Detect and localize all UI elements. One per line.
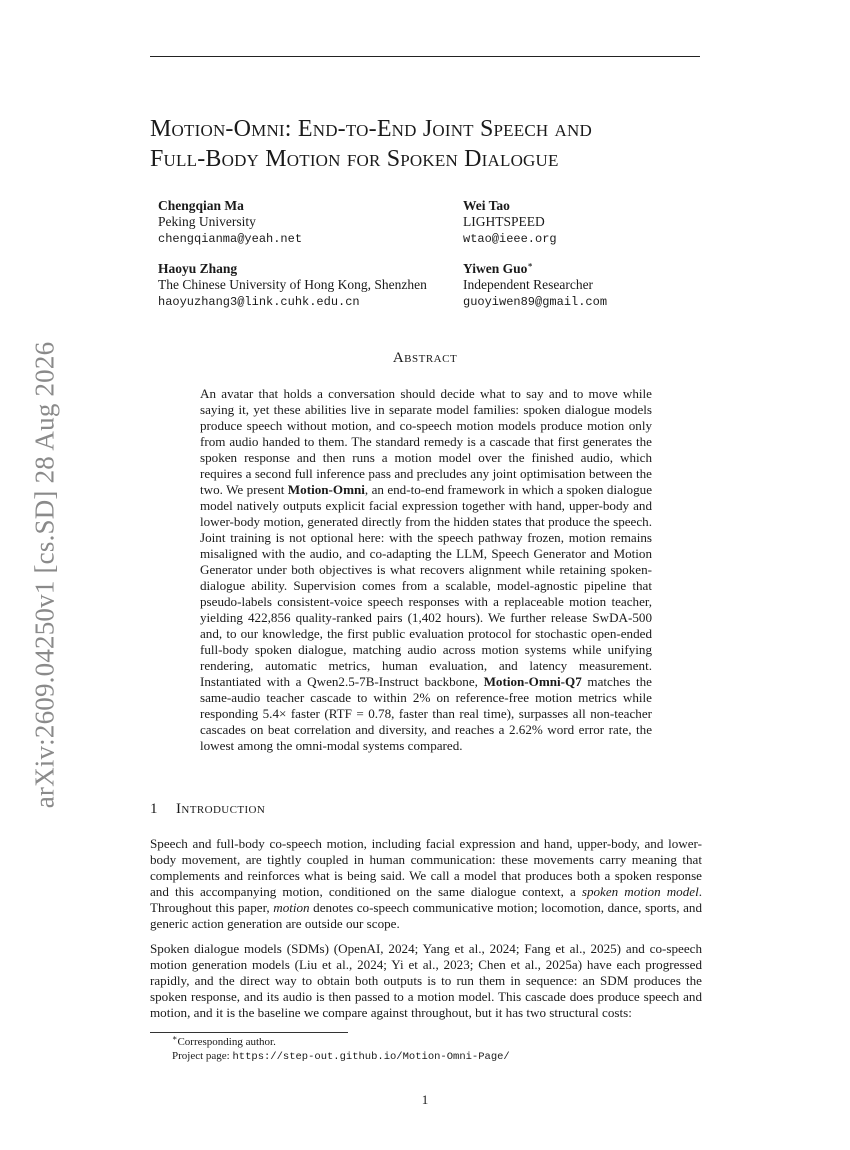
section-heading	[150, 801, 265, 818]
author-email[interactable]: wtao@ieee.org	[463, 232, 557, 246]
corresponding-mark[interactable]: ∗	[527, 260, 533, 270]
author-name: Chengqian Ma	[158, 198, 244, 213]
method-name: Motion-Omni	[287, 482, 365, 497]
author-name: Yiwen Guo∗	[463, 260, 533, 276]
footnote-corresponding: ∗Corresponding author.	[172, 1033, 276, 1048]
author-name: Haoyu Zhang	[158, 261, 238, 276]
abstract-text: An avatar that holds a conversation should decide what to say and to move while saying it, yet these abilities live in separate model families: spoken dialogue models produce speech without motion, and co-speech motion models produce motion only from audio handed to them. The standard remedy is a cascade that first generates the spoken response and then runs a motion model over the finished audio, which requires a second full inference pass and precludes any joint optimisation between the two. We present Motion-Omni, an end-to-end framework in which a spoken dialogue model natively outputs explicit facial expression together with hand, upper-body and lower-body motion, generated directly from the hidden states that produce the speech. Joint training is not optional here: with the speech pathway frozen, motion remains misaligned with the audio, and co-adapting the LLM, Speech Generator and Motion Generator under both objectives is what recovers alignment while retaining spoken-dialogue ability. Supervision comes from a scalable, model-agnostic pipeline that pseudo-labels consistent-voice speech responses with a replaceable motion teacher, yielding 422,856 quality-ranked pairs (1,402 hours). We further release SwDA-500 and, to our knowledge, the first public evaluation protocol for stochastic open-ended full-body spoken dialogue, matching audio across motion systems while unifying rendering, automatic metrics, human evaluation, and latency measurement. Instantiated with a Qwen2.5-7B-Instruct backbone, Motion-Omni-Q7 matches the same-audio teacher cascade to within 2% on reference-free motion metrics while responding 5.4× faster (RTF = 0.78, faster than real time), surpasses all non-teacher cascades on beat correlation and diversity, and reaches a 2.62% word error rate, the lowest among the omni-modal systems compared.	[200, 386, 653, 753]
author-block	[463, 198, 557, 247]
emphasis: spoken motion model	[581, 884, 699, 899]
author-block	[158, 198, 302, 247]
emphasis: motion	[273, 900, 310, 915]
author-email[interactable]: chengqianma@yeah.net	[158, 232, 303, 246]
footnote-project: Project page: https://step-out.github.io/Motion-Omni-Page/	[172, 1050, 510, 1063]
author-name: Wei Tao	[463, 198, 510, 213]
title-line-1: Motion-Omni: End-to-End Joint Speech and	[150, 116, 592, 142]
author-email[interactable]: haoyuzhang3@link.cuhk.edu.cn	[158, 295, 360, 309]
author-email[interactable]: guoyiwen89@gmail.com	[463, 295, 608, 309]
arxiv-id[interactable]: arXiv:2609.04250v1 [cs.SD] 28 Aug 2026	[29, 341, 60, 809]
abstract-heading: Abstract	[392, 350, 458, 366]
page-number: 1	[421, 1092, 429, 1107]
author-affiliation: LIGHTSPEED	[463, 214, 545, 229]
author-affiliation: The Chinese University of Hong Kong, Shenzhen	[158, 277, 427, 292]
author-affiliation: Peking University	[158, 214, 256, 229]
paper-title	[150, 114, 720, 174]
author-block	[158, 261, 427, 310]
intro-paragraph-2: Spoken dialogue models (SDMs) (OpenAI, 2024; Yang et al., 2024; Fang et al., 2025) and co-speech motion generation models (Liu et al., 2024; Yi et al., 2023; Chen et al., 2025a) have each progressed rapidly, and the direct way to obtain both outputs is to run them in sequence: an SDM produces the spoken response, and its audio is then passed to a motion model. This cascade does produce speech and motion, and it is the baseline we compare against throughout, but it has two structural costs:	[150, 941, 702, 1020]
title-line-2: Full-Body Motion for Spoken Dialogue	[150, 146, 559, 172]
footnote-rule	[150, 1032, 348, 1033]
author-block	[463, 261, 607, 310]
intro-paragraph-1: Speech and full-body co-speech motion, including facial expression and hand, upper-body, and lower-body movement, are tightly coupled in human communication: these movements carry meaning that complements and reinforces what is being said. We call a model that produces both a spoken response and this accompanying motion, conditioned on the same dialogue context, a spoken motion model. Throughout this paper, motion denotes co-speech communicative motion; locomotion, dance, sports, and generic action generation are outside our scope.	[150, 836, 703, 931]
section-number: 1	[150, 801, 158, 817]
author-affiliation: Independent Researcher	[463, 277, 594, 292]
section-title: Introduction	[176, 801, 266, 817]
top-rule	[150, 56, 700, 57]
project-url-link[interactable]: https://step-out.github.io/Motion-Omni-Page/	[232, 1051, 510, 1063]
model-name: Motion-Omni-Q7	[483, 674, 582, 689]
